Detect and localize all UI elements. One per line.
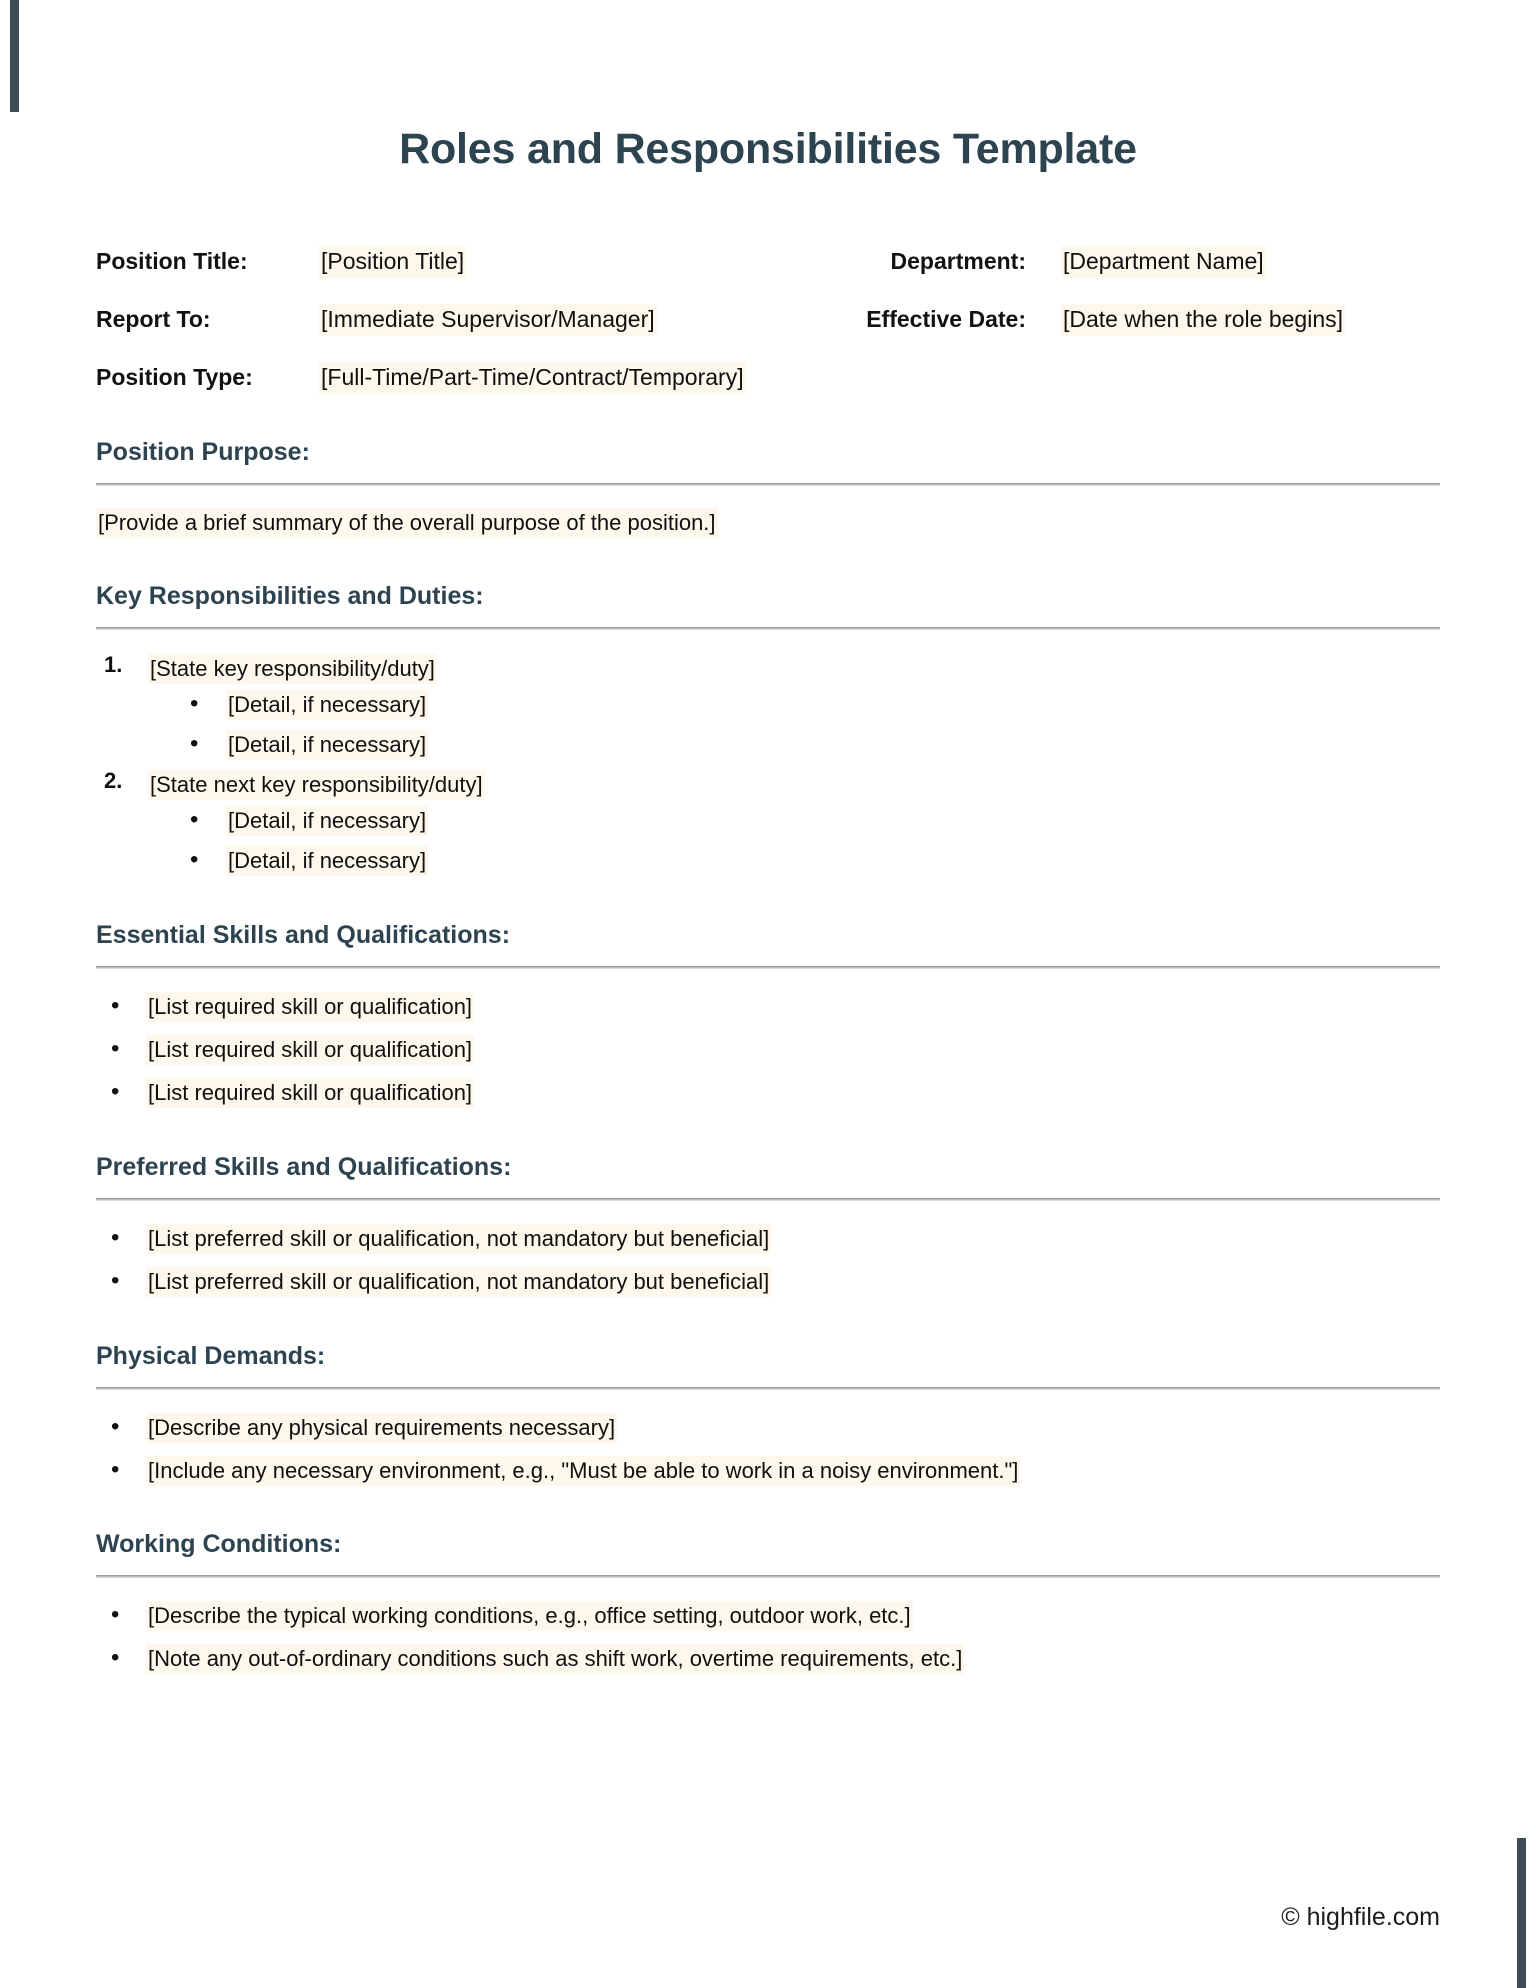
list-number: 2.: [104, 768, 123, 794]
condition-text: [146, 1644, 964, 1674]
detail-list: [148, 805, 1440, 877]
bullet-icon: •: [190, 689, 199, 717]
bullet-icon: •: [111, 1223, 120, 1251]
bullet-icon: •: [190, 806, 199, 834]
placeholder-text[interactable]: [Include any necessary environment, e.g., "Must be able to work in a noisy environment."]: [146, 1456, 1020, 1486]
responsibilities-list: [96, 652, 1440, 878]
field-label: Report To:: [96, 306, 211, 332]
working-conditions-list: [96, 1600, 1440, 1675]
meta-row: [96, 304, 1440, 336]
field-position-title: [96, 246, 846, 278]
field-department: [846, 246, 1440, 278]
responsibility-text: [148, 654, 437, 684]
essential-skills-list: [96, 991, 1440, 1109]
list-item: [96, 1077, 1440, 1109]
meta-row: [96, 246, 1440, 278]
section-heading: Position Purpose:: [96, 438, 310, 466]
list-item: [148, 805, 1440, 837]
meta-row: [96, 362, 1440, 394]
responsibility-text: [148, 770, 485, 800]
field-value[interactable]: [Date when the role begins]: [1061, 304, 1345, 336]
section-physical-demands: [96, 1342, 1440, 1487]
list-item: [148, 689, 1440, 721]
skill-text: [146, 1267, 771, 1297]
demand-text: [146, 1413, 617, 1443]
placeholder-text[interactable]: [List preferred skill or qualification, not mandatory but beneficial]: [146, 1267, 771, 1297]
placeholder-text[interactable]: [Describe the typical working conditions, e.g., office setting, outdoor work, etc.]: [146, 1601, 913, 1631]
bullet-icon: •: [111, 1412, 120, 1440]
list-item: [96, 1455, 1440, 1487]
list-item: [96, 1600, 1440, 1632]
list-item: [96, 768, 1440, 877]
placeholder-text[interactable]: [List preferred skill or qualification, not mandatory but beneficial]: [146, 1224, 771, 1254]
position-purpose-paragraph: [96, 508, 1440, 538]
section-preferred-skills: [96, 1153, 1440, 1298]
skill-text: [146, 992, 474, 1022]
detail-text: [226, 846, 428, 876]
placeholder-text[interactable]: [State key responsibility/duty]: [148, 654, 437, 684]
list-item: [96, 1412, 1440, 1444]
section-heading: Key Responsibilities and Duties:: [96, 581, 484, 610]
section-position-purpose: [96, 438, 1440, 538]
field-value[interactable]: [Department Name]: [1061, 246, 1266, 278]
bullet-icon: •: [111, 1644, 120, 1672]
placeholder-text[interactable]: [State next key responsibility/duty]: [148, 770, 485, 800]
demand-text: [146, 1456, 1020, 1486]
section-divider: [96, 627, 1440, 630]
bullet-icon: •: [111, 1266, 120, 1294]
section-heading: Essential Skills and Qualifications:: [96, 921, 511, 950]
field-value[interactable]: [Immediate Supervisor/Manager]: [319, 304, 657, 336]
field-value[interactable]: [Full-Time/Part-Time/Contract/Temporary]: [319, 362, 746, 394]
footer-copyright: © highfile.com: [1281, 1903, 1440, 1931]
list-item: [96, 1266, 1440, 1298]
field-label: Effective Date:: [866, 306, 1026, 332]
preferred-skills-list: [96, 1223, 1440, 1298]
section-essential-skills: [96, 921, 1440, 1109]
list-item: [96, 1223, 1440, 1255]
section-divider: [96, 1198, 1440, 1201]
bullet-icon: •: [111, 1035, 120, 1063]
placeholder-text[interactable]: [Detail, if necessary]: [226, 730, 428, 760]
page-edge-mark-bottom-right: [1517, 1838, 1526, 1988]
page-title: Roles and Responsibilities Template: [399, 125, 1137, 173]
placeholder-text[interactable]: [Provide a brief summary of the overall purpose of the position.]: [96, 508, 718, 538]
section-heading: Working Conditions:: [96, 1530, 342, 1559]
list-item: [148, 729, 1440, 761]
placeholder-text[interactable]: [Note any out-of-ordinary conditions such as shift work, overtime requirements, etc.]: [146, 1644, 964, 1674]
detail-text: [226, 806, 428, 836]
bullet-icon: •: [111, 1078, 120, 1106]
section-heading: Preferred Skills and Qualifications:: [96, 1152, 512, 1181]
placeholder-text[interactable]: [Detail, if necessary]: [226, 846, 428, 876]
physical-demands-list: [96, 1412, 1440, 1487]
section-divider: [96, 1575, 1440, 1578]
section-divider: [96, 966, 1440, 969]
section-heading: Physical Demands:: [96, 1341, 326, 1370]
list-item: [96, 1034, 1440, 1066]
field-position-type: [96, 362, 846, 394]
placeholder-text[interactable]: [Detail, if necessary]: [226, 806, 428, 836]
placeholder-text[interactable]: [Detail, if necessary]: [226, 690, 428, 720]
detail-list: [148, 689, 1440, 761]
bullet-icon: •: [111, 1601, 120, 1629]
placeholder-text[interactable]: [List required skill or qualification]: [146, 992, 474, 1022]
placeholder-text[interactable]: [List required skill or qualification]: [146, 1035, 474, 1065]
bullet-icon: •: [190, 729, 199, 757]
placeholder-text[interactable]: [List required skill or qualification]: [146, 1078, 474, 1108]
list-item: [96, 1643, 1440, 1675]
list-number: 1.: [104, 651, 123, 677]
condition-text: [146, 1601, 913, 1631]
bullet-icon: •: [111, 992, 120, 1020]
skill-text: [146, 1078, 474, 1108]
section-divider: [96, 483, 1440, 486]
list-item: [96, 991, 1440, 1023]
section-working-conditions: [96, 1530, 1440, 1675]
skill-text: [146, 1224, 771, 1254]
field-label: Position Type:: [96, 364, 253, 390]
skill-text: [146, 1035, 474, 1065]
metadata-fields: [96, 246, 1440, 394]
section-key-responsibilities: [96, 582, 1440, 878]
field-label: Position Title:: [96, 248, 248, 274]
bullet-icon: •: [111, 1455, 120, 1483]
detail-text: [226, 690, 428, 720]
list-item: [148, 845, 1440, 877]
bullet-icon: •: [190, 846, 199, 874]
detail-text: [226, 730, 428, 760]
field-label: Department:: [890, 248, 1026, 274]
field-value[interactable]: [Position Title]: [319, 246, 466, 278]
placeholder-text[interactable]: [Describe any physical requirements necessary]: [146, 1413, 617, 1443]
list-item: [96, 652, 1440, 761]
field-effective-date: [846, 304, 1440, 336]
field-report-to: [96, 304, 846, 336]
section-divider: [96, 1387, 1440, 1390]
